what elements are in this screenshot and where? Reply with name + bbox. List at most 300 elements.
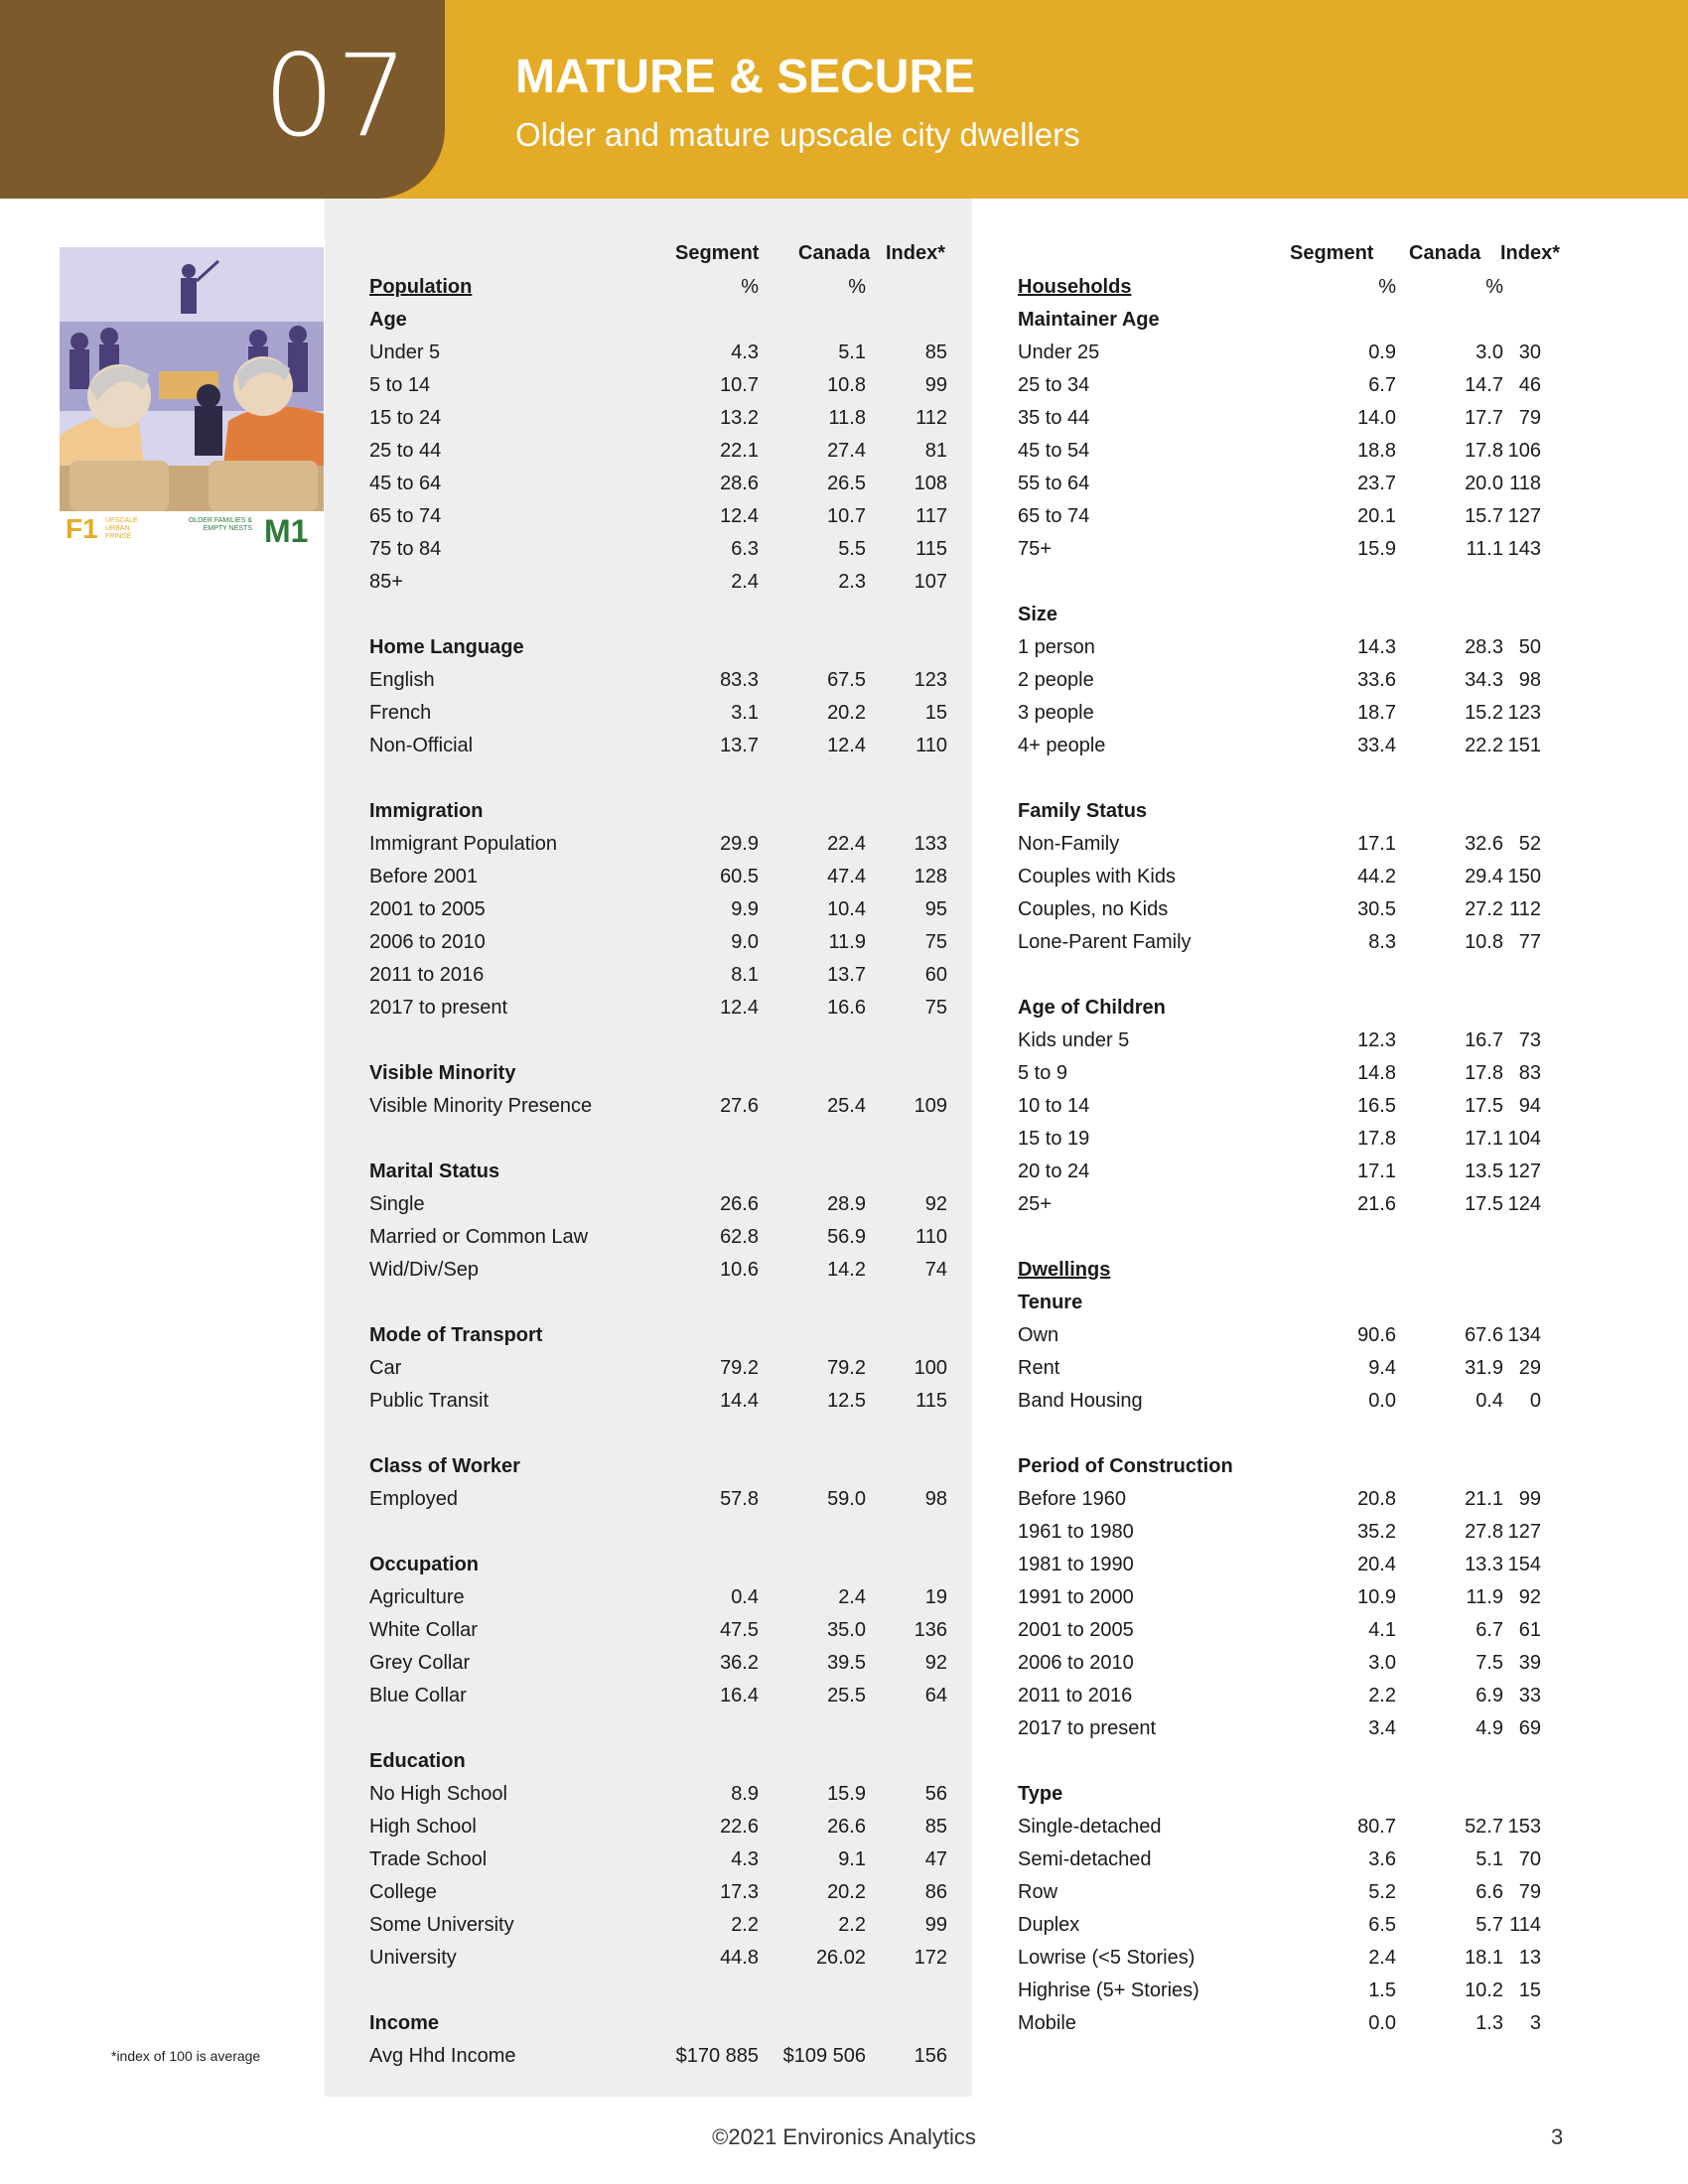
- table-row: [1018, 1483, 1541, 1516]
- canada-value: 31.9: [1465, 1357, 1503, 1379]
- index-value: 19: [924, 1586, 947, 1608]
- index-footnote: *index of 100 is average: [111, 2048, 261, 2064]
- table-row: [369, 1909, 947, 1942]
- logo-m1-caption: OLDER FAMILIES & EMPTY NESTS: [188, 517, 252, 532]
- row-label: Couples, no Kids: [1018, 898, 1169, 920]
- segment-title: MATURE & SECURE: [515, 51, 976, 103]
- canada-value: 6.9: [1476, 1685, 1503, 1706]
- table-row: [1018, 468, 1541, 500]
- row-label: 1 person: [1018, 636, 1095, 658]
- row-label: Agriculture: [369, 1586, 465, 1608]
- table-row: [1018, 1614, 1541, 1647]
- index-value: 112: [915, 407, 947, 429]
- row-label: High School: [369, 1816, 477, 1838]
- table-row: [1018, 1352, 1541, 1385]
- segment-value: 9.0: [731, 931, 759, 953]
- canada-value: 16.6: [827, 997, 866, 1019]
- row-label: Marital Status: [369, 1160, 500, 1182]
- index-value: 118: [1509, 473, 1541, 494]
- row-label: 2011 to 2016: [1018, 1685, 1133, 1706]
- row-label: Non-Family: [1018, 833, 1120, 855]
- table-row: [369, 1876, 947, 1909]
- table-row: [1018, 435, 1541, 468]
- index-value: 33: [1518, 1685, 1541, 1706]
- row-label: No High School: [369, 1783, 507, 1805]
- table-row: [369, 1352, 947, 1385]
- segment-value: 28.6: [720, 473, 759, 494]
- row-label: College: [369, 1881, 437, 1903]
- row-label: Some University: [369, 1914, 514, 1936]
- index-value: 50: [1518, 636, 1541, 658]
- index-value: 127: [1507, 1160, 1541, 1182]
- left-header-canada: Canada: [798, 242, 871, 264]
- row-label: 65 to 74: [1018, 505, 1090, 527]
- canada-value: 67.5: [827, 669, 866, 691]
- row-label: 25 to 44: [369, 440, 442, 462]
- section-heading: [369, 304, 947, 337]
- row-label: Avg Hhd Income: [369, 2045, 516, 2067]
- canada-value: 35.0: [827, 1619, 866, 1641]
- canada-value: $109 506: [782, 2045, 866, 2067]
- index-value: 110: [915, 1226, 947, 1248]
- index-value: 98: [1518, 669, 1541, 691]
- segment-value: 10.9: [1357, 1586, 1396, 1608]
- table-row: [1018, 730, 1541, 762]
- table-title-row: [1018, 271, 1541, 304]
- index-value: 83: [1518, 1062, 1541, 1084]
- canada-value: 17.1: [1465, 1128, 1503, 1150]
- canada-value: 39.5: [827, 1652, 866, 1674]
- segment-value: 23.7: [1357, 473, 1396, 494]
- segment-value: 8.9: [731, 1783, 759, 1805]
- canada-value: 6.7: [1476, 1619, 1503, 1641]
- canada-value: 16.7: [1465, 1029, 1503, 1051]
- row-label: Car: [369, 1357, 402, 1379]
- canada-value: 22.4: [827, 833, 866, 855]
- table-row: [1018, 1581, 1541, 1614]
- index-value: 73: [1518, 1029, 1541, 1051]
- index-value: 0: [1529, 1390, 1541, 1412]
- row-label: Wid/Div/Sep: [369, 1259, 480, 1281]
- canada-value: 11.8: [828, 407, 866, 429]
- canada-value: 12.5: [827, 1390, 866, 1412]
- segment-value: 17.1: [1357, 1160, 1396, 1182]
- table-row: [1018, 631, 1541, 664]
- index-value: 64: [924, 1685, 947, 1706]
- canada-value: 15.9: [827, 1783, 866, 1805]
- row-label: Age: [369, 309, 407, 331]
- row-label: Immigrant Population: [369, 833, 557, 855]
- table-row: [1018, 533, 1541, 566]
- table-row: [369, 1483, 947, 1516]
- table-row: [1018, 893, 1541, 926]
- segment-value: 27.6: [720, 1095, 759, 1117]
- table-row: [369, 828, 947, 861]
- canada-value: 9.1: [838, 1848, 866, 1870]
- row-label: 2011 to 2016: [369, 964, 485, 986]
- canada-value: 14.7: [1465, 374, 1503, 396]
- row-label: 1991 to 2000: [1018, 1586, 1134, 1608]
- segment-value: 6.3: [731, 538, 759, 560]
- page-number: 3: [1551, 2124, 1564, 2149]
- table-row: [1018, 1090, 1541, 1123]
- row-label: Households: [1018, 276, 1132, 298]
- index-value: 156: [914, 2045, 947, 2067]
- row-label: Under 25: [1018, 341, 1100, 363]
- index-value: 114: [1509, 1914, 1541, 1936]
- index-value: 79: [1518, 407, 1541, 429]
- row-label: 5 to 9: [1018, 1062, 1068, 1084]
- index-value: 123: [1507, 702, 1541, 724]
- table-row: [1018, 926, 1541, 959]
- row-label: Tenure: [1018, 1292, 1083, 1313]
- section-heading: [1018, 599, 1541, 631]
- segment-value: 17.1: [1357, 833, 1396, 855]
- index-value: 15: [1518, 1979, 1541, 2001]
- segment-value: 4.3: [731, 1848, 759, 1870]
- segment-value: 13.7: [720, 735, 759, 756]
- canada-value: 11.1: [1466, 538, 1503, 560]
- index-value: 115: [915, 1390, 947, 1412]
- section-heading: [369, 1450, 947, 1483]
- section-heading: [369, 1319, 947, 1352]
- table-row: [369, 1385, 947, 1418]
- table-row: [369, 369, 947, 402]
- table-row: [1018, 664, 1541, 697]
- index-value: 69: [1518, 1717, 1541, 1739]
- table-title-row: [369, 271, 947, 304]
- segment-value: 12.3: [1357, 1029, 1396, 1051]
- row-label: 45 to 64: [369, 473, 442, 494]
- index-value: 3: [1529, 2012, 1541, 2034]
- index-value: 98: [924, 1488, 947, 1510]
- index-value: 81: [924, 440, 947, 462]
- canada-value: 13.7: [827, 964, 866, 986]
- row-label: 55 to 64: [1018, 473, 1090, 494]
- canada-value: 34.3: [1465, 669, 1503, 691]
- section-heading: [1018, 304, 1541, 337]
- table-title-row: [1018, 1254, 1541, 1287]
- segment-value: 4.1: [1368, 1619, 1396, 1641]
- table-row: [1018, 1024, 1541, 1057]
- table-row: [1018, 1647, 1541, 1680]
- table-row: [1018, 1712, 1541, 1745]
- row-label: 85+: [369, 571, 403, 593]
- segment-value: 44.2: [1357, 866, 1396, 887]
- index-value: 110: [915, 735, 947, 756]
- canada-value: 6.6: [1476, 1881, 1503, 1903]
- canada-value: 2.4: [838, 1586, 866, 1608]
- segment-value: 36.2: [720, 1652, 759, 1674]
- left-header-index: Index*: [886, 242, 946, 264]
- index-value: 61: [1518, 1619, 1541, 1641]
- segment-value: 14.8: [1357, 1062, 1396, 1084]
- row-label: 2001 to 2005: [1018, 1619, 1134, 1641]
- segment-value: 18.8: [1357, 440, 1396, 462]
- index-value: 13: [1518, 1947, 1541, 1969]
- canada-value: 15.7: [1465, 505, 1503, 527]
- canada-value: %: [848, 276, 866, 298]
- right-header-canada: Canada: [1409, 242, 1481, 264]
- segment-value: 12.4: [720, 997, 759, 1019]
- index-value: 52: [1518, 833, 1541, 855]
- index-value: 94: [1518, 1095, 1541, 1117]
- segment-value: 17.8: [1357, 1128, 1396, 1150]
- row-label: Period of Construction: [1018, 1455, 1233, 1477]
- table-row: [1018, 1385, 1541, 1418]
- index-value: 127: [1507, 505, 1541, 527]
- segment-value: 29.9: [720, 833, 759, 855]
- canada-value: 17.8: [1465, 1062, 1503, 1084]
- table-row: [369, 664, 947, 697]
- row-label: Non-Official: [369, 735, 474, 756]
- segment-value: 16.5: [1357, 1095, 1396, 1117]
- row-label: Own: [1018, 1324, 1059, 1346]
- table-row: [1018, 1942, 1541, 1975]
- table-row: [369, 500, 947, 533]
- table-row: [1018, 1975, 1541, 2007]
- canada-value: 27.4: [827, 440, 866, 462]
- segment-value: 3.1: [731, 702, 759, 724]
- index-value: 75: [924, 997, 947, 1019]
- index-value: 92: [924, 1193, 947, 1215]
- canada-value: 17.5: [1465, 1095, 1503, 1117]
- row-label: Income: [369, 2012, 440, 2034]
- row-label: Single: [369, 1193, 425, 1215]
- canada-value: 5.7: [1476, 1914, 1503, 1936]
- canada-value: 10.8: [1465, 931, 1503, 953]
- table-row: [1018, 2007, 1541, 2040]
- canada-value: 12.4: [827, 735, 866, 756]
- canada-value: 26.6: [827, 1816, 866, 1838]
- canada-value: 2.2: [838, 1914, 866, 1936]
- segment-value: 21.6: [1357, 1193, 1396, 1215]
- canada-value: 20.0: [1465, 473, 1503, 494]
- index-value: 60: [924, 964, 947, 986]
- row-label: 1981 to 1990: [1018, 1554, 1134, 1575]
- canada-value: 7.5: [1476, 1652, 1503, 1674]
- row-label: Kids under 5: [1018, 1029, 1130, 1051]
- table-row: [1018, 337, 1541, 369]
- segment-value: 47.5: [720, 1619, 759, 1641]
- canada-value: 10.8: [827, 374, 866, 396]
- row-label: Occupation: [369, 1554, 480, 1575]
- segment-value: 9.9: [731, 898, 759, 920]
- canada-value: 59.0: [827, 1488, 866, 1510]
- index-value: 107: [914, 571, 947, 593]
- segment-value: 16.4: [720, 1685, 759, 1706]
- header-banner: [0, 0, 1688, 199]
- canada-value: 18.1: [1465, 1947, 1503, 1969]
- row-label: 65 to 74: [369, 505, 442, 527]
- row-label: Grey Collar: [369, 1652, 471, 1674]
- segment-value: 30.5: [1357, 898, 1396, 920]
- canada-value: 25.5: [827, 1685, 866, 1706]
- segment-value: 8.1: [731, 964, 759, 986]
- section-heading: [1018, 1287, 1541, 1319]
- canada-value: 32.6: [1465, 833, 1503, 855]
- index-value: 70: [1518, 1848, 1541, 1870]
- segment-value: $170 885: [675, 2045, 759, 2067]
- table-row: [1018, 1549, 1541, 1581]
- segment-value: 90.6: [1357, 1324, 1396, 1346]
- index-value: 104: [1507, 1128, 1541, 1150]
- index-value: 115: [915, 538, 947, 560]
- illustration-image: [60, 247, 324, 511]
- segment-value: %: [1378, 276, 1396, 298]
- table-row: [369, 2040, 947, 2073]
- canada-value: 26.5: [827, 473, 866, 494]
- index-value: 47: [924, 1848, 947, 1870]
- row-label: Mobile: [1018, 2012, 1076, 2034]
- logo-m1: M1: [264, 513, 309, 549]
- row-label: Mode of Transport: [369, 1324, 543, 1346]
- index-value: 117: [915, 505, 947, 527]
- segment-value: 3.6: [1368, 1848, 1396, 1870]
- row-label: 20 to 24: [1018, 1160, 1090, 1182]
- segment-value: 20.1: [1357, 505, 1396, 527]
- canada-value: 17.8: [1465, 440, 1503, 462]
- segment-value: %: [741, 276, 759, 298]
- row-label: Lowrise (<5 Stories): [1018, 1947, 1196, 1969]
- logo-f1-caption: UPSCALE URBAN FRINGE: [105, 517, 138, 540]
- segment-value: 10.6: [720, 1259, 759, 1281]
- row-label: Blue Collar: [369, 1685, 467, 1706]
- canada-value: 17.5: [1465, 1193, 1503, 1215]
- canada-value: 25.4: [827, 1095, 866, 1117]
- table-row: [1018, 1843, 1541, 1876]
- canada-value: 10.7: [827, 505, 866, 527]
- index-value: 92: [1518, 1586, 1541, 1608]
- row-label: Highrise (5+ Stories): [1018, 1979, 1199, 2001]
- segment-value: 0.0: [1368, 1390, 1396, 1412]
- segment-value: 83.3: [720, 669, 759, 691]
- index-value: 85: [924, 341, 947, 363]
- table-row: [369, 533, 947, 566]
- table-row: [1018, 500, 1541, 533]
- segment-value: 22.1: [720, 440, 759, 462]
- segment-value: 3.4: [1368, 1717, 1396, 1739]
- canada-value: 5.5: [838, 538, 866, 560]
- table-row: [369, 697, 947, 730]
- table-row: [1018, 1057, 1541, 1090]
- segment-value: 4.3: [731, 341, 759, 363]
- row-label: Under 5: [369, 341, 441, 363]
- table-row: [369, 1680, 947, 1712]
- index-value: 29: [1518, 1357, 1541, 1379]
- row-label: French: [369, 702, 432, 724]
- table-row: [1018, 1123, 1541, 1156]
- section-heading: [369, 1057, 947, 1090]
- segment-value: 18.7: [1357, 702, 1396, 724]
- canada-value: 29.4: [1465, 866, 1503, 887]
- canada-value: 11.9: [1466, 1586, 1503, 1608]
- index-value: 109: [914, 1095, 947, 1117]
- table-row: [369, 926, 947, 959]
- canada-value: 10.2: [1465, 1979, 1503, 2001]
- segment-value: 6.7: [1368, 374, 1396, 396]
- row-label: Married or Common Law: [369, 1226, 589, 1248]
- table-row: [1018, 1680, 1541, 1712]
- right-header-index: Index*: [1500, 242, 1561, 264]
- row-label: Age of Children: [1018, 997, 1166, 1019]
- canada-value: 20.2: [827, 1881, 866, 1903]
- segment-value: 15.9: [1357, 538, 1396, 560]
- index-value: 124: [1507, 1193, 1541, 1215]
- row-label: 2 people: [1018, 669, 1094, 691]
- left-header-segment: Segment: [675, 242, 760, 264]
- index-value: 106: [1507, 440, 1541, 462]
- right-header-segment: Segment: [1290, 242, 1374, 264]
- index-value: 154: [1507, 1554, 1541, 1575]
- segment-value: 6.5: [1368, 1914, 1396, 1936]
- canada-value: 56.9: [827, 1226, 866, 1248]
- table-row: [369, 1647, 947, 1680]
- table-row: [369, 1614, 947, 1647]
- table-row: [369, 1254, 947, 1287]
- row-label: White Collar: [369, 1619, 478, 1641]
- row-label: Home Language: [369, 636, 524, 658]
- row-label: Type: [1018, 1783, 1063, 1805]
- table-row: [369, 1811, 947, 1843]
- row-label: Class of Worker: [369, 1455, 520, 1477]
- row-label: 2017 to present: [369, 997, 507, 1019]
- row-label: Duplex: [1018, 1914, 1080, 1936]
- index-value: 79: [1518, 1881, 1541, 1903]
- index-value: 172: [914, 1947, 947, 1969]
- row-label: Couples with Kids: [1018, 866, 1176, 887]
- canada-value: 27.2: [1465, 898, 1503, 920]
- index-value: 150: [1507, 866, 1541, 887]
- section-heading: [1018, 1778, 1541, 1811]
- index-value: 86: [924, 1881, 947, 1903]
- row-label: 5 to 14: [369, 374, 431, 396]
- row-label: Lone-Parent Family: [1018, 931, 1192, 953]
- index-value: 127: [1507, 1521, 1541, 1543]
- row-label: 45 to 54: [1018, 440, 1090, 462]
- index-value: 99: [1518, 1488, 1541, 1510]
- table-row: [1018, 1811, 1541, 1843]
- canada-value: 27.8: [1465, 1521, 1503, 1543]
- row-label: Before 1960: [1018, 1488, 1126, 1510]
- segment-value: 26.6: [720, 1193, 759, 1215]
- row-label: Immigration: [369, 800, 484, 822]
- row-label: Employed: [369, 1488, 458, 1510]
- index-value: 99: [924, 1914, 947, 1936]
- table-row: [369, 992, 947, 1024]
- canada-value: 52.7: [1465, 1816, 1503, 1838]
- segment-value: 5.2: [1368, 1881, 1396, 1903]
- row-label: Public Transit: [369, 1390, 490, 1412]
- canada-value: 4.9: [1476, 1717, 1503, 1739]
- row-label: 4+ people: [1018, 735, 1106, 756]
- section-heading: [369, 2007, 947, 2040]
- canada-value: 14.2: [827, 1259, 866, 1281]
- row-label: 75+: [1018, 538, 1052, 560]
- index-value: 108: [914, 473, 947, 494]
- row-label: Trade School: [369, 1848, 488, 1870]
- table-row: [369, 1942, 947, 1975]
- row-label: 1961 to 1980: [1018, 1521, 1134, 1543]
- index-value: 30: [1518, 341, 1541, 363]
- table-row: [1018, 1876, 1541, 1909]
- segment-illustration: [60, 247, 324, 511]
- segment-number-block: [0, 0, 445, 199]
- segment-value: 57.8: [720, 1488, 759, 1510]
- table-row: [369, 1843, 947, 1876]
- segment-value: 20.4: [1357, 1554, 1396, 1575]
- logo-f1: F1: [66, 513, 98, 544]
